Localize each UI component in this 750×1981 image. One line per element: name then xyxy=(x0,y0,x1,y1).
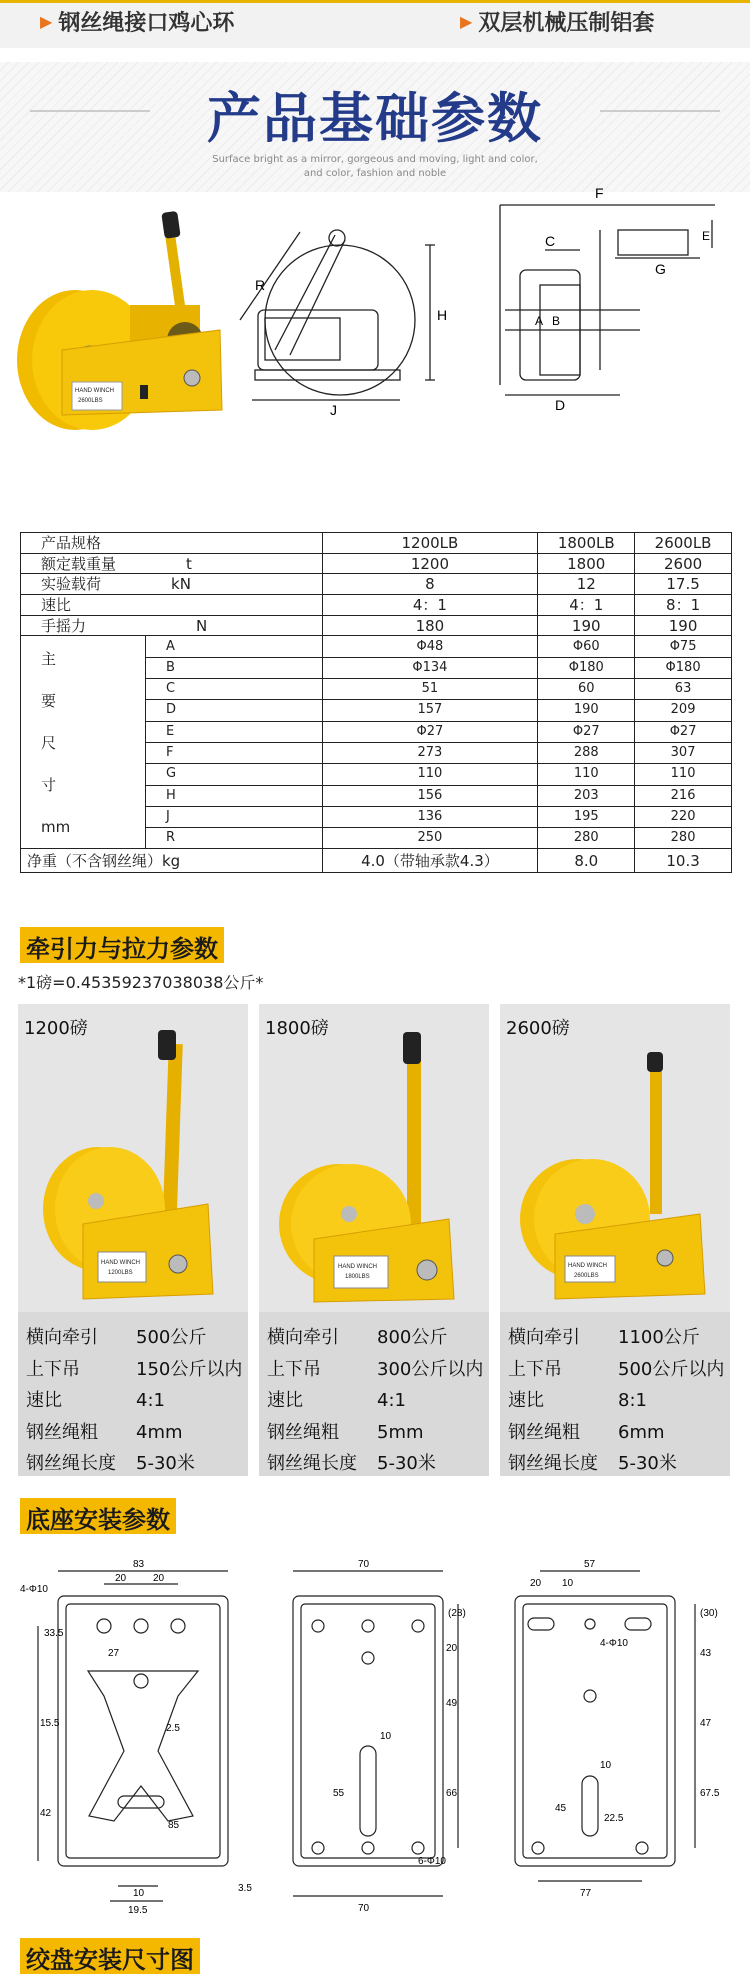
spec-cell: 1800 xyxy=(538,553,635,574)
spec-row xyxy=(21,615,732,636)
weight-row xyxy=(21,849,732,873)
arrow-icon: ▶ xyxy=(40,12,53,31)
d2-v6: 10 xyxy=(380,1731,392,1742)
dim-cell: 63 xyxy=(635,679,732,700)
d3-v8: 77 xyxy=(580,1888,592,1899)
main-dims-label xyxy=(21,636,146,849)
d1-b: 20 xyxy=(153,1573,165,1584)
dim-cell: 110 xyxy=(538,764,635,785)
card-title: 1800磅 xyxy=(265,1018,329,1039)
winch-label-1: HAND WINCH xyxy=(75,388,114,394)
main-dims-char: mm xyxy=(41,818,71,837)
d2-width: 70 xyxy=(358,1559,370,1570)
spec-header-row xyxy=(21,533,732,554)
dim-key: B xyxy=(146,657,323,678)
card-row xyxy=(508,1385,730,1417)
subtitle-line-1: Surface bright as a mirror, gorgeous and moving, light and color, xyxy=(212,154,538,165)
winch-badge-model: 1800LBS xyxy=(345,1274,370,1280)
d1-holes: 4-Φ10 xyxy=(20,1584,48,1595)
card-row xyxy=(267,1385,489,1417)
dim-cell: 190 xyxy=(538,700,635,721)
dim-cell: Φ27 xyxy=(538,721,635,742)
card-key: 上下吊 xyxy=(26,1358,80,1380)
card-value: 500公斤以内 xyxy=(618,1358,725,1380)
card-row xyxy=(508,1417,730,1449)
dim-key: H xyxy=(146,785,323,806)
card-value: 300公斤以内 xyxy=(377,1358,484,1380)
dim-cell: Φ180 xyxy=(635,657,732,678)
winch-card-1800 xyxy=(259,1004,489,1476)
dim-J: J xyxy=(330,402,337,418)
d1-v2: 27 xyxy=(108,1648,120,1659)
dim-cell: 220 xyxy=(635,806,732,827)
card-row xyxy=(26,1448,248,1480)
dim-cell: 280 xyxy=(538,828,635,849)
dim-cell: 203 xyxy=(538,785,635,806)
spec-header-col1: 1200LB xyxy=(322,533,538,554)
spec-cell: 17.5 xyxy=(635,574,732,595)
card-key: 速比 xyxy=(508,1390,544,1411)
spec-cell: 1200 xyxy=(322,553,538,574)
spec-cell: 180 xyxy=(322,615,538,636)
dim-key: C xyxy=(146,679,323,700)
card-row xyxy=(26,1417,248,1449)
dim-key: F xyxy=(146,742,323,763)
dim-key: R xyxy=(146,828,323,849)
winch-badge-model: 2600LBS xyxy=(574,1273,599,1279)
spec-header-col2: 1800LB xyxy=(538,533,635,554)
dim-cell: 195 xyxy=(538,806,635,827)
subtitle-line-2: and color, fashion and noble xyxy=(303,168,447,179)
d3-v1: (30) xyxy=(700,1608,718,1619)
spec-cell: 4：1 xyxy=(538,595,635,616)
d1-v7: 19.5 xyxy=(128,1905,148,1916)
d3-a: 20 xyxy=(530,1578,542,1589)
main-dims-char: 寸 xyxy=(41,776,57,795)
dim-F: F xyxy=(595,185,604,201)
card-row xyxy=(508,1448,730,1480)
card-value: 4:1 xyxy=(377,1390,406,1411)
dim-R: R xyxy=(255,277,266,293)
d3-v7: 10 xyxy=(600,1760,612,1771)
main-dims-char: 尺 xyxy=(41,734,57,753)
card-key: 上下吊 xyxy=(508,1358,562,1380)
dim-cell: 250 xyxy=(322,828,538,849)
card-key: 钢丝绳粗 xyxy=(26,1421,98,1443)
conversion-note: *1磅=0.45359237038038公斤* xyxy=(18,973,264,992)
page-title: 产品基础参数 xyxy=(207,87,543,150)
spec-header-col3: 2600LB xyxy=(635,533,732,554)
main-dims-char: 主 xyxy=(41,650,57,669)
card-value: 8:1 xyxy=(618,1390,647,1411)
feature-left-text: 钢丝绳接口鸡心环 xyxy=(58,11,235,36)
dim-key: G xyxy=(146,764,323,785)
dim-cell: 136 xyxy=(322,806,538,827)
dim-cell: 216 xyxy=(635,785,732,806)
d2-v5: 55 xyxy=(333,1788,345,1799)
d1-width: 83 xyxy=(133,1559,145,1570)
spec-row-unit: N xyxy=(196,616,208,635)
dim-cell: 288 xyxy=(538,742,635,763)
spec-row-name: 额定载重量 xyxy=(41,554,117,573)
winch-install-section-title: 绞盘安装尺寸图 xyxy=(20,1938,200,1974)
card-key: 钢丝绳粗 xyxy=(508,1421,580,1443)
front-view-drawing xyxy=(500,205,715,395)
spec-row-name: 实验载荷 xyxy=(41,575,102,594)
top-accent-line xyxy=(0,0,750,3)
d1-v8: 3.5 xyxy=(238,1883,252,1894)
spec-row-label xyxy=(21,574,323,595)
winch-badge-title: HAND WINCH xyxy=(338,1264,377,1270)
dim-cell: 60 xyxy=(538,679,635,700)
arrow-icon: ▶ xyxy=(460,12,473,31)
card-row xyxy=(26,1385,248,1417)
winch-badge-title: HAND WINCH xyxy=(101,1260,140,1266)
winch-label-2: 2600LBS xyxy=(78,398,103,404)
d3-v3: 47 xyxy=(700,1718,712,1729)
dim-key: D xyxy=(146,700,323,721)
d1-a: 20 xyxy=(115,1573,127,1584)
feature-right-text: 双层机械压制铝套 xyxy=(478,11,655,36)
feature-right xyxy=(460,6,654,37)
base-drawing-3 xyxy=(500,1556,732,1916)
card-spec-list xyxy=(18,1312,248,1476)
winch-badge-model: 1200LBS xyxy=(108,1270,133,1276)
title-banner xyxy=(0,62,750,192)
dim-B: B xyxy=(552,314,561,328)
spec-cell: 12 xyxy=(538,574,635,595)
d3-b: 10 xyxy=(562,1578,574,1589)
card-title: 2600磅 xyxy=(506,1018,570,1039)
dim-key: E xyxy=(146,721,323,742)
d1-v1: 33.5 xyxy=(44,1628,64,1639)
card-title: 1200磅 xyxy=(24,1018,88,1039)
spec-header-label: 产品规格 xyxy=(21,533,323,554)
d3-v2: 43 xyxy=(700,1648,712,1659)
dim-cell: Φ134 xyxy=(322,657,538,678)
spec-row-unit: kN xyxy=(171,575,191,594)
dim-cell: 280 xyxy=(635,828,732,849)
card-key: 上下吊 xyxy=(267,1358,321,1380)
dim-key: A xyxy=(146,636,323,657)
dim-cell: 209 xyxy=(635,700,732,721)
spec-row-label xyxy=(21,595,323,616)
card-value: 6mm xyxy=(618,1421,665,1443)
card-value: 150公斤以内 xyxy=(136,1358,243,1380)
card-key: 钢丝绳长度 xyxy=(267,1453,357,1474)
card-row xyxy=(267,1448,489,1480)
card-value: 4:1 xyxy=(136,1390,165,1411)
card-row xyxy=(267,1417,489,1449)
dim-G: G xyxy=(655,261,666,277)
card-key: 速比 xyxy=(267,1390,303,1411)
card-row xyxy=(267,1354,489,1386)
card-value: 1100公斤 xyxy=(618,1327,700,1348)
d2-holes: 6-Φ10 xyxy=(418,1856,446,1867)
spec-cell: 8 xyxy=(322,574,538,595)
card-value: 5mm xyxy=(377,1421,424,1443)
d2-v4: 66 xyxy=(446,1788,458,1799)
dim-cell: Φ75 xyxy=(635,636,732,657)
d1-v3: 15.5 xyxy=(40,1718,60,1729)
card-row xyxy=(508,1354,730,1386)
spec-cell: 190 xyxy=(538,615,635,636)
d3-v4: 67.5 xyxy=(700,1788,720,1799)
dim-C: C xyxy=(545,233,556,249)
spec-row-unit: t xyxy=(186,554,192,573)
dim-cell: Φ27 xyxy=(635,721,732,742)
spec-row-label xyxy=(21,553,323,574)
dim-cell: 273 xyxy=(322,742,538,763)
card-spec-list xyxy=(259,1312,489,1476)
dim-cell: Φ48 xyxy=(322,636,538,657)
d2-v1: (28) xyxy=(448,1608,466,1619)
feature-left xyxy=(40,6,234,37)
traction-section-title: 牵引力与拉力参数 xyxy=(20,927,224,963)
dim-key: J xyxy=(146,806,323,827)
winch-2600-image xyxy=(500,1004,730,1304)
spec-row-name: 手摇力 xyxy=(41,616,87,635)
dim-cell: 307 xyxy=(635,742,732,763)
dim-cell: 157 xyxy=(322,700,538,721)
card-row xyxy=(508,1322,730,1354)
spec-cell: 2600 xyxy=(635,553,732,574)
card-value: 800公斤 xyxy=(377,1327,448,1348)
d2-width-bottom: 70 xyxy=(358,1903,370,1914)
card-row xyxy=(267,1322,489,1354)
d3-v6: 22.5 xyxy=(604,1813,624,1824)
spec-cell: 190 xyxy=(635,615,732,636)
dim-cell: 110 xyxy=(635,764,732,785)
spec-cell: 8：1 xyxy=(635,595,732,616)
dim-cell: 110 xyxy=(322,764,538,785)
dim-cell: Φ27 xyxy=(322,721,538,742)
card-key: 横向牵引 xyxy=(26,1327,98,1348)
winch-card-2600 xyxy=(500,1004,730,1476)
card-key: 钢丝绳粗 xyxy=(267,1421,339,1443)
card-value: 5-30米 xyxy=(136,1453,195,1474)
main-dims-char: 要 xyxy=(41,692,57,711)
weight-cell: 10.3 xyxy=(635,849,732,873)
dim-cell: 156 xyxy=(322,785,538,806)
card-key: 横向牵引 xyxy=(267,1327,339,1348)
dim-E: E xyxy=(702,229,711,243)
spec-table xyxy=(20,532,732,873)
card-key: 速比 xyxy=(26,1390,62,1411)
winch-photo xyxy=(17,211,222,430)
spec-row-label xyxy=(21,615,323,636)
weight-cell: 4.0（带轴承款4.3） xyxy=(322,849,538,873)
dim-A: A xyxy=(535,314,544,328)
spec-row xyxy=(21,574,732,595)
dim-cell: Φ60 xyxy=(538,636,635,657)
winch-badge-title: HAND WINCH xyxy=(568,1263,607,1269)
d1-v9: 2.5 xyxy=(166,1723,180,1734)
d2-v2: 20 xyxy=(446,1643,458,1654)
dim-H: H xyxy=(437,307,448,323)
dim-cell: 51 xyxy=(322,679,538,700)
top-banner xyxy=(0,0,750,48)
dim-row xyxy=(21,636,732,657)
winch-card-1200 xyxy=(18,1004,248,1476)
d2-v3: 49 xyxy=(446,1698,458,1709)
card-spec-list xyxy=(500,1312,730,1476)
d3-width: 57 xyxy=(584,1559,596,1570)
card-key: 钢丝绳长度 xyxy=(26,1453,116,1474)
spec-row-name: 速比 xyxy=(41,595,72,614)
card-value: 5-30米 xyxy=(618,1453,677,1474)
dim-cell: Φ180 xyxy=(538,657,635,678)
spec-cell: 4：1 xyxy=(322,595,538,616)
side-view-drawing xyxy=(240,230,435,400)
winch-1800-image xyxy=(259,1004,489,1304)
weight-cell: 8.0 xyxy=(538,849,635,873)
spec-row xyxy=(21,553,732,574)
card-row xyxy=(26,1354,248,1386)
base-drawing-2 xyxy=(268,1556,488,1916)
product-drawings xyxy=(0,185,750,510)
d1-v5: 85 xyxy=(168,1820,180,1831)
winch-1200-image xyxy=(18,1004,248,1304)
d3-holes: 4-Φ10 xyxy=(600,1638,628,1649)
weight-label: 净重（不含钢丝绳）kg xyxy=(21,849,323,873)
d1-v4: 42 xyxy=(40,1808,52,1819)
d1-v6: 10 xyxy=(133,1888,145,1899)
card-row xyxy=(26,1322,248,1354)
base-section-title: 底座安装参数 xyxy=(20,1498,176,1534)
card-value: 4mm xyxy=(136,1421,183,1443)
card-value: 500公斤 xyxy=(136,1327,207,1348)
d3-v5: 45 xyxy=(555,1803,567,1814)
card-key: 横向牵引 xyxy=(508,1327,580,1348)
spec-row xyxy=(21,595,732,616)
base-drawing-1 xyxy=(18,1556,258,1916)
drawings-svg xyxy=(0,185,750,510)
card-key: 钢丝绳长度 xyxy=(508,1453,598,1474)
dim-D: D xyxy=(555,397,566,413)
card-value: 5-30米 xyxy=(377,1453,436,1474)
